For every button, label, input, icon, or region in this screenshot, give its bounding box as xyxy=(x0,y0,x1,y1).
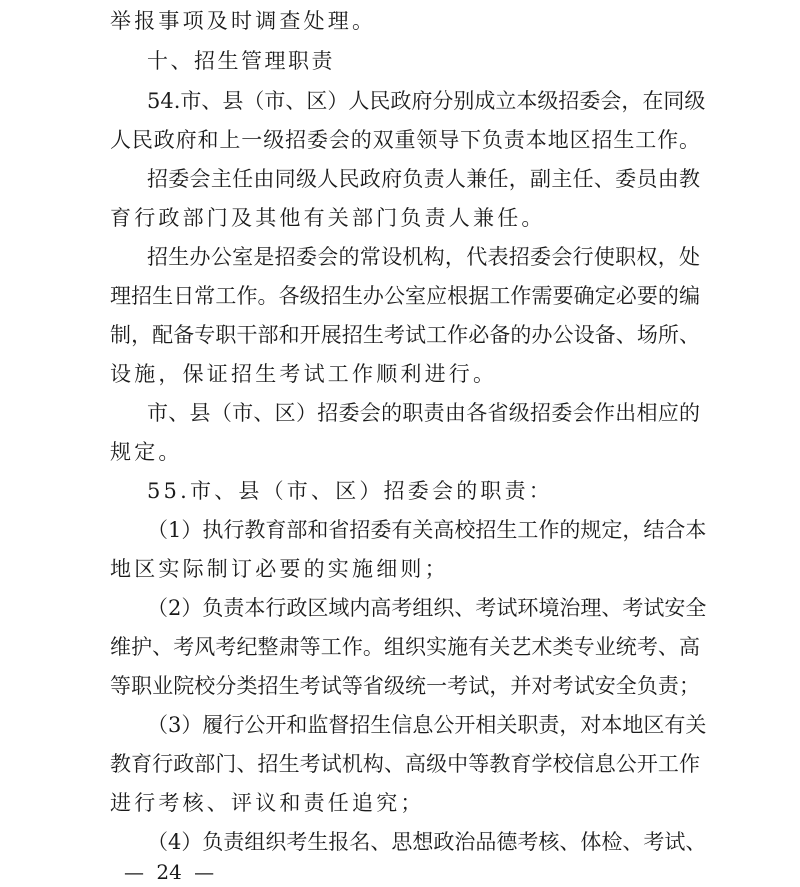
section-heading: 十、招生管理职责 xyxy=(147,49,335,73)
text-line-11: 市、县（市、区）招委会的职责由各省级招委会作出相应的 xyxy=(147,401,700,425)
text-line-20: 教育行政部门、招生考试机构、高级中等教育学校信息公开工作 xyxy=(110,752,700,776)
text-line-13: 55.市、县（市、区）招委会的职责： xyxy=(147,479,553,503)
text-line-14: （1）执行教育部和省招委有关高校招生工作的规定，结合本 xyxy=(147,518,707,542)
page-footer xyxy=(124,859,214,885)
footer-right-dash: — xyxy=(194,860,215,884)
text-line-12: 规定。 xyxy=(110,440,183,464)
text-line-3: 54.市、县（市、区）人民政府分别成立本级招委会，在同级 xyxy=(147,89,706,113)
text-line-1: 举报事项及时调查处理。 xyxy=(110,9,377,33)
text-line-6: 育行政部门及其他有关部门负责人兼任。 xyxy=(110,206,546,230)
text-line-4: 人民政府和上一级招委会的双重领导下负责本地区招生工作。 xyxy=(110,128,700,152)
text-line-17: 维护、考风考纪整肃等工作。组织实施有关艺术类专业统考、高 xyxy=(110,635,700,659)
text-line-21: 进行考核、评议和责任追究； xyxy=(110,791,425,815)
text-line-8: 理招生日常工作。各级招生办公室应根据工作需要确定必要的编 xyxy=(110,284,700,308)
page-number: 24 xyxy=(156,860,182,884)
text-line-18: 等职业院校分类招生考试等省级统一考试，并对考试安全负责； xyxy=(110,674,700,698)
text-line-5: 招委会主任由同级人民政府负责人兼任，副主任、委员由教 xyxy=(147,167,700,191)
text-line-9: 制，配备专职干部和开展招生考试工作必备的办公设备、场所、 xyxy=(110,323,700,347)
text-line-10: 设施，保证招生考试工作顺利进行。 xyxy=(110,362,498,386)
text-line-16: （2）负责本行政区域内高考组织、考试环境治理、考试安全 xyxy=(147,596,707,620)
text-line-7: 招生办公室是招委会的常设机构，代表招委会行使职权，处 xyxy=(147,245,700,269)
text-line-19: （3）履行公开和监督招生信息公开相关职责，对本地区有关 xyxy=(147,713,707,737)
text-line-15: 地区实际制订必要的实施细则； xyxy=(110,557,449,581)
footer-left-dash: — xyxy=(124,860,144,884)
text-line-22: （4）负责组织考生报名、思想政治品德考核、体检、考试、 xyxy=(147,830,707,854)
